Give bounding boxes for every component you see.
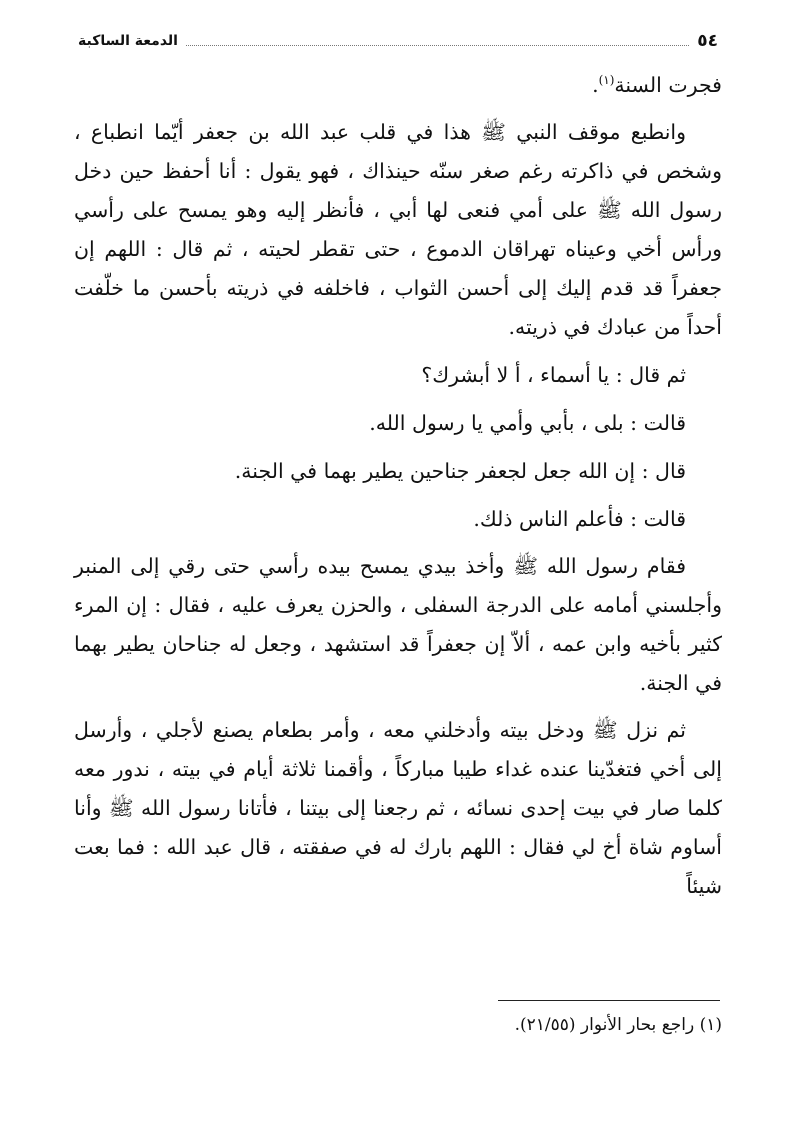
dialogue-line-2: قالت : بلى ، بأبي وأمي يا رسول الله.	[369, 411, 686, 435]
paragraph-continuation-text: فجرت السنة	[614, 73, 722, 97]
paragraph-continuation	[74, 66, 722, 105]
main-text	[74, 66, 722, 906]
paragraph-3: ثم نزل ﷺ ودخل بيته وأدخلني معه ، وأمر بطعام يصنع لأجلي ، وأرسل إلى أخي فتغدّينا عنده غداء طيبا مباركاً ، وأقمنا ثلاثة أيام في بيته ، ندور معه كلما صار في بيت إحدى نسائه ، ثم رجعنا إلى بيتنا ، فأتانا رسول الله ﷺ وأنا أساوم شاة أخ لي فقال : اللهم بارك له في صفقته ، قال عبد الله : فما بعت شيئاً	[74, 718, 722, 898]
footnote: (١) راجع بحار الأنوار (٢١/٥٥).	[514, 1015, 722, 1035]
paragraph-1: وانطبع موقف النبي ﷺ هذا في قلب عبد الله بن جعفر أيّما انطباع ، وشخص في ذاكرته رغم صغر سنّه حينذاك ، فهو يقول : أنا أحفظ حين دخل رسول الله ﷺ على أمي فنعى لها أبي ، فأنظر إليه وهو يمسح على رأسي ورأس أخي وعيناه تهراقان الدموع ، حتى تقطر لحيته ، ثم قال : اللهم إن جعفراً قد قدم إليك إلى أحسن الثواب ، فاخلفه في ذريته بأحسن ما خلّفت أحداً من عبادك في ذريته.	[74, 120, 722, 339]
page-number: ٥٤	[697, 31, 718, 51]
page-header	[78, 28, 718, 54]
paragraph-continuation-end: .	[592, 73, 599, 97]
running-book-title: الدمعة الساكبة	[78, 33, 178, 49]
header-dotted-leader	[186, 45, 689, 46]
paragraph-2: فقام رسول الله ﷺ وأخذ بيدي يمسح بيده رأسي حتى رقي إلى المنبر وأجلسني أمامه على الدرجة السفلى ، والحزن يعرف عليه ، فقال : إن المرء كثير بأخيه وابن عمه ، ألاّ إن جعفراً قد استشهد ، وجعل له جناحان يطير بهما في الجنة.	[74, 554, 722, 695]
dialogue-line-4: قالت : فأعلم الناس ذلك.	[473, 507, 686, 531]
footnote-separator	[498, 1000, 720, 1001]
dialogue-line-3: قال : إن الله جعل لجعفر جناحين يطير بهما في الجنة.	[234, 459, 686, 483]
footnote-marker[interactable]: (١)	[598, 73, 615, 88]
dialogue-line-1: ثم قال : يا أسماء ، أ لا أبشرك؟	[421, 363, 686, 387]
